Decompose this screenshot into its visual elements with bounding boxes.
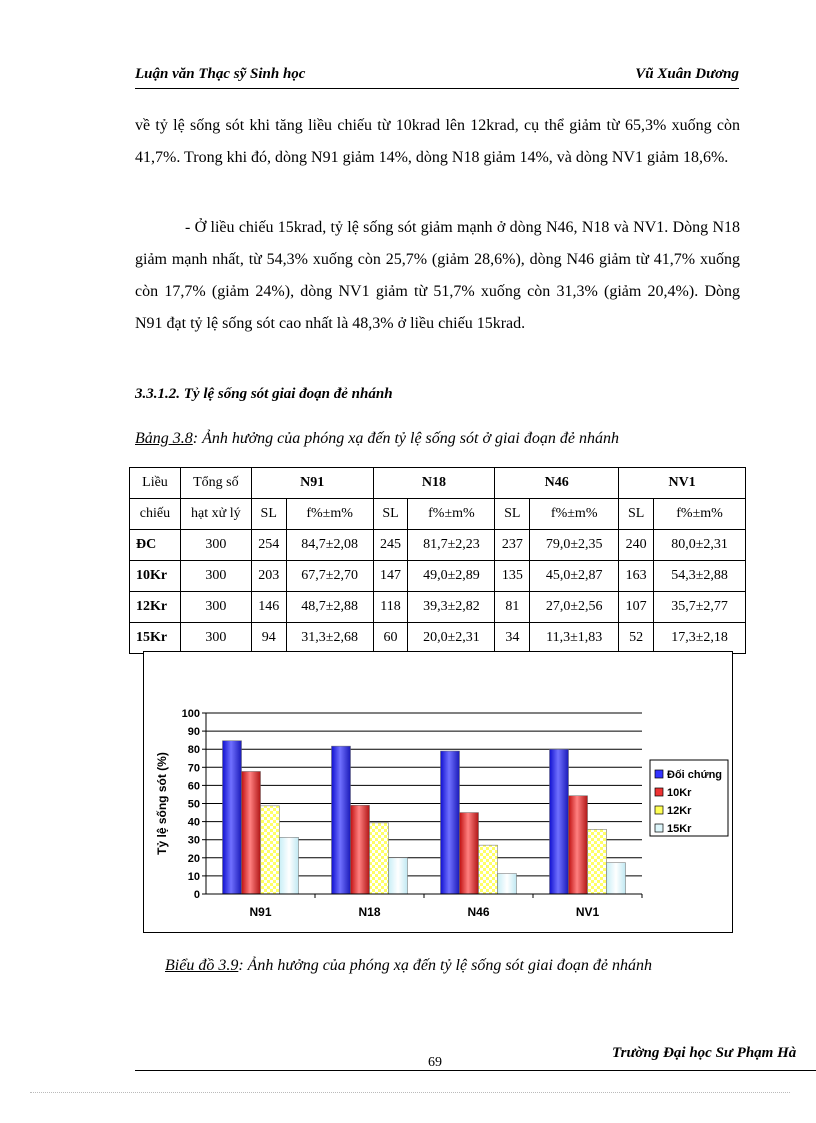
row-dose: ĐC — [130, 530, 181, 561]
table-cell: 81 — [495, 592, 530, 623]
table-cell: 54,3±2,88 — [654, 561, 746, 592]
page-number: 69 — [428, 1055, 442, 1070]
table-cell: 67,7±2,70 — [286, 561, 373, 592]
survival-table — [129, 467, 746, 654]
table-cell: 39,3±2,82 — [408, 592, 495, 623]
x-tick-label: NV1 — [575, 905, 600, 919]
y-tick-label: 30 — [187, 834, 200, 847]
table-cell: 27,0±2,56 — [530, 592, 619, 623]
table-cell: 20,0±2,31 — [408, 623, 495, 654]
row-total: 300 — [180, 530, 251, 561]
table-cell: 81,7±2,23 — [408, 530, 495, 561]
table-cell: 17,3±2,18 — [654, 623, 746, 654]
table-row — [130, 592, 746, 623]
y-tick-label: 80 — [187, 744, 200, 757]
paragraph-2: - Ở liều chiếu 15krad, tỷ lệ sống sót giảm mạnh ở dòng N46, N18 và NV1. Dòng N18 giảm mạnh nhất, từ 54,3% xuống còn 25,7% (giảm 28,6%), dòng N46 giảm từ 41,7% xuống còn 17,7% (giảm 24%), dòng NV1 giảm từ 51,7% xuống còn 31,3% (giảm 20,4%). Dòng N91 đạt tỷ lệ sống sót cao nhất là 48,3% ở liều chiếu 15krad. — [135, 219, 740, 332]
table-cell: 118 — [373, 592, 408, 623]
subheader-sl: SL — [373, 499, 408, 530]
subheader-f: f%±m% — [408, 499, 495, 530]
bar-n46-0 — [441, 751, 460, 894]
row-dose: 12Kr — [130, 592, 181, 623]
legend-label: 15Kr — [667, 823, 692, 835]
bar-chart — [144, 652, 732, 932]
table-cell: 34 — [495, 623, 530, 654]
legend-swatch — [655, 824, 663, 832]
bar-n91-0 — [223, 741, 242, 894]
header-total-top: Tổng số — [180, 468, 251, 499]
table-cell: 107 — [619, 592, 654, 623]
header-line-n46: N46 — [495, 468, 619, 499]
legend-swatch — [655, 770, 663, 778]
bottom-dotted-line — [30, 1092, 790, 1093]
header-dose-bottom: chiếu — [130, 499, 181, 530]
footer-rule — [135, 1070, 816, 1071]
legend-swatch — [655, 806, 663, 814]
y-tick-label: 10 — [187, 870, 200, 883]
table-cell: 31,3±2,68 — [286, 623, 373, 654]
table-cell: 237 — [495, 530, 530, 561]
paragraph-1: về tỷ lệ sống sót khi tăng liều chiếu từ 10krad lên 12krad, cụ thể giảm từ 65,3% xuống còn 41,7%. Trong khi đó, dòng N91 giảm 14%, dòng N18 giảm 14%, và dòng NV1 giảm 18,6%. — [135, 117, 740, 166]
row-total: 300 — [180, 561, 251, 592]
table-cell: 84,7±2,08 — [286, 530, 373, 561]
table-cell: 52 — [619, 623, 654, 654]
table-row — [130, 623, 746, 654]
subheader-f: f%±m% — [654, 499, 746, 530]
header-line-n18: N18 — [373, 468, 495, 499]
subheader-f: f%±m% — [286, 499, 373, 530]
row-total: 300 — [180, 623, 251, 654]
table-cell: 245 — [373, 530, 408, 561]
table-cell: 48,7±2,88 — [286, 592, 373, 623]
x-tick-label: N46 — [467, 905, 490, 919]
y-tick-label: 0 — [193, 889, 200, 901]
bar-nv1-0 — [550, 749, 569, 894]
bar-n18-1 — [351, 805, 370, 894]
x-tick-label: N91 — [249, 905, 272, 919]
bar-n46-1 — [460, 813, 479, 894]
subheader-sl: SL — [251, 499, 286, 530]
table-cell: 79,0±2,35 — [530, 530, 619, 561]
table-cell: 11,3±1,83 — [530, 623, 619, 654]
bar-nv1-3 — [607, 863, 626, 894]
header-rule — [135, 88, 739, 89]
bar-n91-1 — [242, 771, 261, 894]
table-cell: 203 — [251, 561, 286, 592]
header-line-nv1: NV1 — [619, 468, 746, 499]
subheader-f: f%±m% — [530, 499, 619, 530]
y-tick-label: 60 — [187, 780, 200, 793]
y-axis-label: Tỷ lệ sống sót (%) — [155, 752, 169, 855]
x-tick-label: N18 — [358, 905, 381, 919]
running-header-right: Vũ Xuân Dương — [635, 66, 739, 82]
table-cell: 147 — [373, 561, 408, 592]
subheader-sl: SL — [619, 499, 654, 530]
table-cell: 240 — [619, 530, 654, 561]
footer-school: Trường Đại học Sư Phạm Hà — [612, 1045, 797, 1061]
y-tick-label: 50 — [187, 798, 200, 811]
table-cell: 60 — [373, 623, 408, 654]
bar-n46-3 — [498, 874, 517, 894]
bar-n91-2 — [261, 806, 280, 894]
y-tick-label: 90 — [187, 726, 200, 739]
header-total-bottom: hạt xử lý — [180, 499, 251, 530]
header-dose-top: Liều — [130, 468, 181, 499]
chart-caption-label: Biểu đồ 3.9 — [165, 957, 239, 974]
running-header-left: Luận văn Thạc sỹ Sinh học — [135, 66, 306, 82]
table-cell: 80,0±2,31 — [654, 530, 746, 561]
table-row — [130, 530, 746, 561]
table-cell: 163 — [619, 561, 654, 592]
table-cell: 254 — [251, 530, 286, 561]
row-total: 300 — [180, 592, 251, 623]
y-tick-label: 100 — [181, 708, 200, 720]
chart-frame — [143, 651, 733, 933]
y-tick-label: 40 — [187, 816, 200, 829]
table-cell: 45,0±2,87 — [530, 561, 619, 592]
bar-n18-2 — [370, 823, 389, 894]
table-caption — [135, 430, 619, 448]
bar-nv1-1 — [569, 796, 588, 894]
y-tick-label: 70 — [187, 762, 200, 775]
bar-n91-3 — [280, 837, 299, 894]
header-line-n91: N91 — [251, 468, 373, 499]
table-cell: 94 — [251, 623, 286, 654]
table-caption-label: Bảng 3.8 — [135, 430, 193, 447]
subheader-sl: SL — [495, 499, 530, 530]
table-cell: 49,0±2,89 — [408, 561, 495, 592]
y-tick-label: 20 — [187, 852, 200, 865]
chart-caption-text: : Ảnh hưởng của phóng xạ đến tỷ lệ sống sót giai đoạn đẻ nhánh — [238, 957, 652, 974]
bar-n18-3 — [389, 858, 408, 894]
table-cell: 135 — [495, 561, 530, 592]
bar-n46-2 — [479, 845, 498, 894]
table-row — [130, 561, 746, 592]
legend-swatch — [655, 788, 663, 796]
table-cell: 146 — [251, 592, 286, 623]
legend-label: 12Kr — [667, 805, 692, 817]
table-caption-text: : Ảnh hưởng của phóng xạ đến tỷ lệ sống sót ở giai đoạn đẻ nhánh — [192, 430, 619, 447]
bar-nv1-2 — [588, 829, 607, 894]
legend-label: 10Kr — [667, 787, 692, 799]
table-cell: 35,7±2,77 — [654, 592, 746, 623]
legend-label: Đối chứng — [667, 769, 723, 781]
row-dose: 10Kr — [130, 561, 181, 592]
chart-caption — [165, 957, 652, 975]
row-dose: 15Kr — [130, 623, 181, 654]
bar-n18-0 — [332, 746, 351, 894]
section-heading: 3.3.1.2. Tỷ lệ sống sót giai đoạn đẻ nhánh — [135, 386, 393, 402]
